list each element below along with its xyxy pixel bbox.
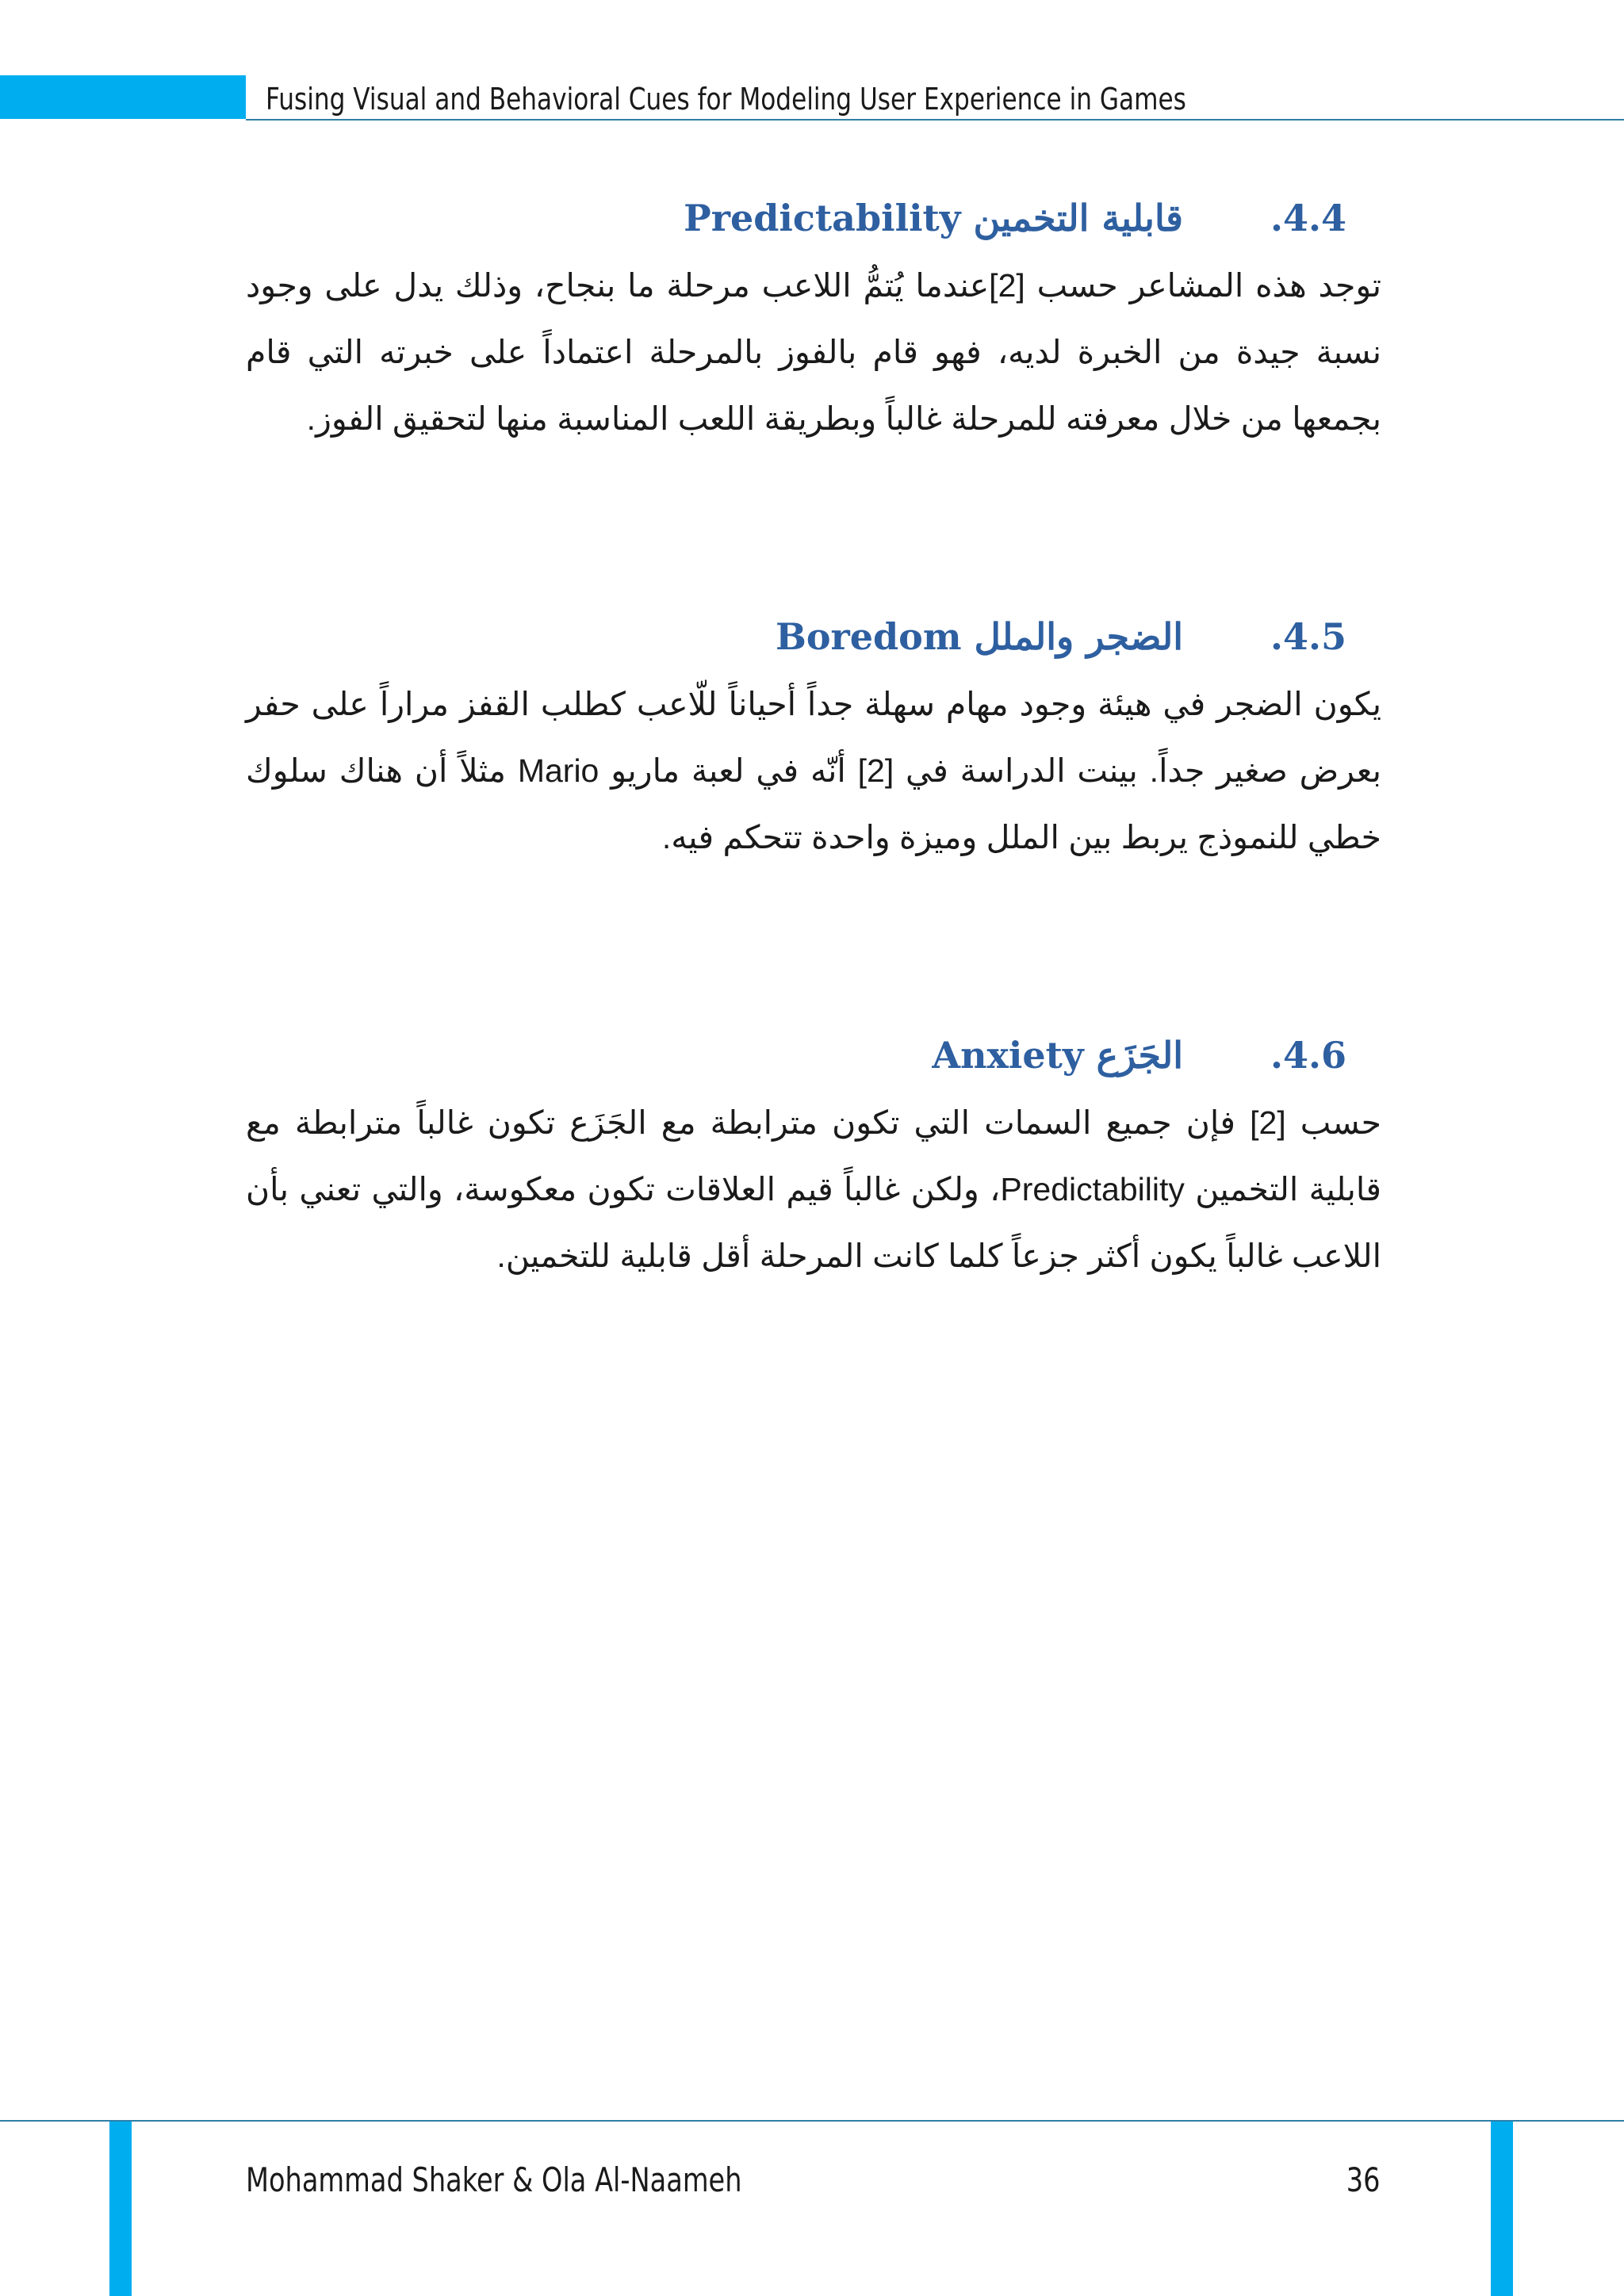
section-anxiety [246,1027,1381,1289]
section-body: حسب [2] فإن جميع السمات التي تكون مترابطة مع الجَزَع تكون غالباً مترابطة مع قابلية التخمين Predictability، ولكن غالباً قيم العلاقات تكون معكوسة، والتي تعني بأن اللاعب غالباً يكون أكثر جزعاً كلما كانت المرحلة أقل قابلية للتخمين. [246,1104,1381,1274]
section-body: يكون الضجر في هيئة وجود مهام سهلة جداً أحياناً للّاعب كطلب القفز مراراً على حفر بعرض صغير جداً. بينت الدراسة في [2] أنّه في لعبة ماريو Mario مثلاً أن هناك سلوك خطي للنموذج يربط بين الملل وميزة واحدة تتحكم فيه. [246,686,1381,855]
section-heading [246,1027,1381,1083]
footer-rule [0,2120,1624,2122]
section-number: .4.5 [1270,615,1347,658]
section-heading-text: قابلية التخمين Predictability [684,197,1183,239]
footer-authors: Mohammad Shaker & Ola Al-Naameh [246,2160,742,2199]
section-predictability [246,190,1381,452]
footer-accent-bar-left [109,2122,132,2296]
section-heading [246,190,1381,246]
header-accent-bar [0,75,246,119]
section-boredom [246,609,1381,871]
page-number: 36 [1346,2160,1380,2199]
section-number: .4.6 [1270,1034,1347,1077]
section-heading [246,609,1381,664]
section-body: توجد هذه المشاعر حسب [2]عندما يُتمُّ اللاعب مرحلة ما بنجاح، وذلك يدل على وجود نسبة جيدة من الخبرة لديه، فهو قام بالفوز بالمرحلة اعتماداً على خبرته التي قام بجمعها من خلال معرفته للمرحلة غالباً وبطريقة اللعب المناسبة منها لتحقيق الفوز. [246,267,1381,437]
header-rule [246,119,1624,121]
section-number: .4.4 [1270,197,1347,239]
footer-accent-bar-right [1491,2122,1513,2296]
section-heading-text: الجَزَع Anxiety [932,1034,1183,1077]
section-heading-text: الضجر والملل Boredom [775,615,1183,658]
running-header-title: Fusing Visual and Behavioral Cues for Modeling User Experience in Games [266,82,1186,117]
